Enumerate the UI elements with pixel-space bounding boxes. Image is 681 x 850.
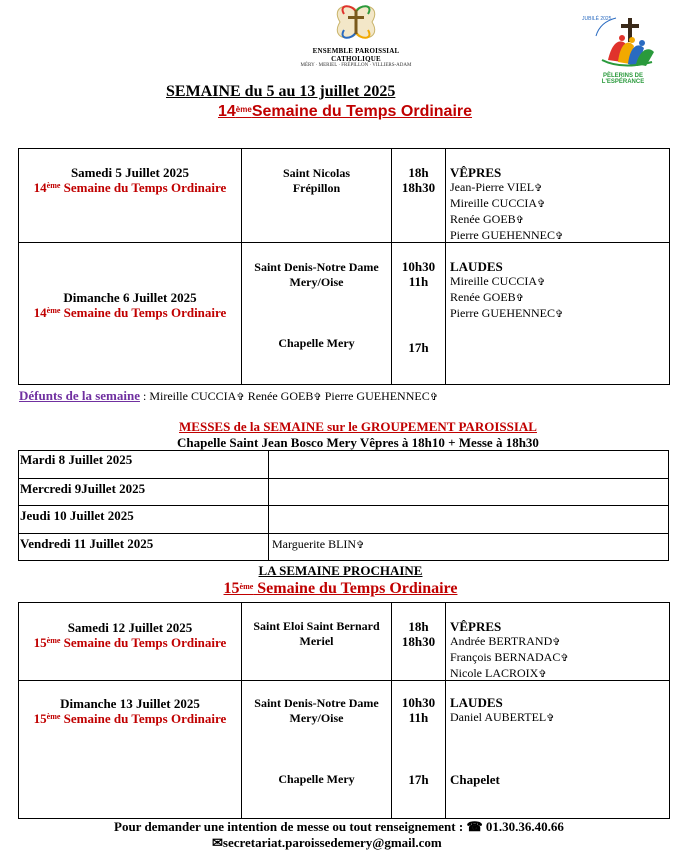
subtitle-sup: ème	[235, 105, 252, 114]
cross-icon: ✞	[313, 392, 322, 403]
week2-sun-time1: 10h30	[401, 695, 436, 710]
week2-chapel-office: Chapelet	[450, 772, 500, 787]
week1-sat-place2: Frépillon	[292, 181, 341, 195]
week2-chapel-time: 17h	[408, 772, 429, 787]
footer-text: Pour demander une intention de messe ou tout renseignement :	[114, 819, 464, 834]
week2-sun-cell	[19, 696, 241, 726]
cross-icon: ✞	[515, 215, 525, 226]
week2-sat-names	[450, 619, 668, 682]
name-text: Andrée BERTRAND	[450, 634, 553, 648]
name-text: Renée GOEB	[450, 212, 516, 226]
next-sub-num: 15	[223, 580, 240, 597]
week1-sat-time1: 18h	[408, 165, 429, 180]
week1-sun-place1: Saint Denis-Notre Dame	[254, 260, 379, 274]
week1-sat-time2: 18h30	[401, 180, 436, 195]
week1-sat-names	[450, 165, 668, 244]
name-item	[450, 212, 668, 228]
jubilee-year: JUBILÉ 2025	[582, 16, 612, 22]
week1-sat-cell	[19, 165, 241, 195]
cross-icon: ✞	[534, 183, 543, 194]
week1-sat-place	[242, 166, 391, 196]
jubilee-logo-icon	[582, 16, 664, 68]
week1-sat-place1: Saint Nicolas	[282, 166, 350, 180]
messes-title: MESSES de la SEMAINE sur le GROUPEMENT PAROISSIAL	[179, 419, 537, 434]
week2-sat-week-num: 15	[33, 635, 47, 650]
week2-sun-week-text: Semaine du Temps Ordinaire	[60, 711, 227, 726]
defunts-line	[19, 388, 669, 405]
footer-line	[114, 819, 564, 834]
phone-icon: ☎	[466, 819, 483, 834]
week1-sun-cell	[19, 290, 241, 320]
cross-icon: ✞	[552, 637, 561, 648]
week2-sat-office: VÊPRES	[450, 619, 502, 634]
messes-row-day: Vendredi 11 Juillet 2025	[20, 536, 154, 551]
cross-icon: ✞	[537, 199, 546, 210]
next-week-title: LA SEMAINE PROCHAINE	[258, 563, 423, 578]
week1-sun-date: Dimanche 6 Juillet 2025	[63, 290, 197, 305]
week2-sun-week-num: 15	[33, 711, 47, 726]
name-text: Daniel AUBERTEL	[450, 710, 547, 724]
name-item	[450, 710, 668, 726]
week2-sat-date: Samedi 12 Juillet 2025	[67, 620, 193, 635]
week2-sun-place1: Saint Denis-Notre Dame	[254, 696, 379, 710]
parish-logo-icon	[290, 2, 422, 42]
name-item	[450, 274, 668, 290]
defunt-name: Pierre GUEHENNEC	[324, 389, 430, 403]
week1-sun-office: LAUDES	[450, 259, 503, 274]
subtitle-number: 14	[218, 103, 236, 120]
week1-sat-week-sup: ème	[46, 181, 61, 190]
week1-sun-time1: 10h30	[401, 259, 436, 274]
week2-sat-place1: Saint Eloi Saint Bernard	[253, 619, 380, 633]
week1-sun-place	[242, 260, 391, 290]
footer-email[interactable]: secretariat.paroissedemery@gmail.com	[222, 835, 442, 850]
messes-subtitle: Chapelle Saint Jean Bosco Mery Vêpres à 18h10 + Messe à 18h30	[177, 435, 539, 450]
next-sub-sup: ème	[239, 582, 254, 591]
week1-sun-time2: 11h	[408, 274, 429, 289]
messes-row-day: Mercredi 9Juillet 2025	[20, 481, 146, 496]
name-text: Pierre GUEHENNEC	[450, 306, 555, 320]
parish-logo	[290, 2, 422, 68]
cross-icon: ✞	[236, 392, 245, 403]
week2-sun-place	[242, 696, 391, 726]
week1-sun-names	[450, 259, 668, 322]
week1-chapel-time: 17h	[408, 340, 429, 355]
cross-icon: ✞	[560, 653, 569, 664]
messes-row-day: Mardi 8 Juillet 2025	[20, 452, 133, 467]
jubilee-logo	[582, 16, 664, 86]
week2-sat-week-sup: ème	[46, 636, 61, 645]
defunts-separator: :	[139, 389, 150, 403]
page-title: SEMAINE du 5 au 13 juillet 2025	[166, 83, 396, 100]
defunts-label: Défunts de la semaine	[19, 388, 140, 403]
cross-icon: ✞	[537, 277, 546, 288]
next-week-subtitle	[0, 580, 681, 598]
week2-sun-names	[450, 695, 668, 726]
name-text: François BERNADAC	[450, 650, 561, 664]
week2-sun-place2: Mery/Oise	[289, 711, 344, 725]
week2-sat-time2: 18h30	[401, 634, 436, 649]
name-text: Nicole LACROIX	[450, 666, 539, 680]
cross-icon: ✞	[429, 392, 439, 403]
parish-logo-name: ENSEMBLE PAROISSIAL CATHOLIQUE	[312, 47, 400, 63]
week1-sat-times	[392, 165, 445, 195]
week2-sun-time2: 11h	[408, 710, 429, 725]
week2-sat-place2: Meriel	[299, 634, 334, 648]
name-item	[450, 666, 668, 682]
page-subtitle	[218, 103, 472, 121]
subtitle-text: Semaine du Temps Ordinaire	[251, 103, 473, 120]
week1-sat-office: VÊPRES	[450, 165, 502, 180]
week2-sat-cell	[19, 620, 241, 650]
messes-row-intent	[272, 537, 364, 553]
name-item	[450, 306, 668, 322]
footer-phone: 01.30.36.40.66	[485, 819, 564, 834]
week2-sun-office: LAUDES	[450, 695, 503, 710]
defunt-name: Mireille CUCCIA	[149, 389, 237, 403]
cross-icon: ✞	[538, 669, 547, 680]
cross-icon: ✞	[554, 309, 564, 320]
week2-sat-times	[392, 619, 445, 649]
week2-sun-week-sup: ème	[46, 712, 61, 721]
next-sub-text: Semaine du Temps Ordinaire	[253, 580, 458, 597]
week2-sun-date: Dimanche 13 Juillet 2025	[60, 696, 200, 711]
week2-sun-times	[392, 695, 445, 725]
week2-sat-place	[242, 619, 391, 649]
week2-sat-week-text: Semaine du Temps Ordinaire	[60, 635, 227, 650]
week1-sat-week	[19, 180, 241, 195]
name-text: Jean-Pierre VIEL	[450, 180, 535, 194]
week1-sun-times	[392, 259, 445, 289]
week1-sun-week-num: 14	[33, 305, 47, 320]
defunt-name: Renée GOEB	[247, 389, 314, 403]
cross-icon: ✞	[546, 713, 555, 724]
week2-sun-week	[19, 711, 241, 726]
messes-row-day: Jeudi 10 Juillet 2025	[20, 508, 134, 523]
name-text: Mireille CUCCIA	[450, 196, 537, 210]
cross-icon: ✞	[515, 293, 525, 304]
name-text: Pierre GUEHENNEC	[450, 228, 555, 242]
week2-sat-time1: 18h	[408, 619, 429, 634]
week1-chapel: Chapelle Mery	[278, 336, 355, 350]
name-item	[450, 180, 668, 196]
intent-text: Marguerite BLIN	[272, 537, 357, 551]
week2-sat-week	[19, 635, 241, 650]
name-item	[450, 634, 668, 650]
name-item	[450, 196, 668, 212]
name-item	[450, 290, 668, 306]
cross-icon: ✞	[356, 540, 365, 551]
week1-sun-week-text: Semaine du Temps Ordinaire	[60, 305, 227, 320]
week1-sat-week-num: 14	[33, 180, 47, 195]
week1-sat-week-text: Semaine du Temps Ordinaire	[60, 180, 227, 195]
name-item	[450, 228, 668, 244]
jubilee-text: PÈLERINS DE L'ESPÉRANCE	[601, 73, 645, 85]
week1-sat-date: Samedi 5 Juillet 2025	[70, 165, 190, 180]
cross-icon: ✞	[554, 231, 564, 242]
parish-logo-subtitle: MÉRY · MERIEL · FRÉPILLON · VILLIERS-ADAM	[300, 63, 412, 68]
week1-sun-week-sup: ème	[46, 306, 61, 315]
mail-icon: ✉	[212, 835, 223, 850]
name-text: Renée GOEB	[450, 290, 516, 304]
week1-sun-place2: Mery/Oise	[289, 275, 344, 289]
week2-chapel: Chapelle Mery	[278, 772, 355, 786]
week1-sun-week	[19, 305, 241, 320]
name-item	[450, 650, 668, 666]
name-text: Mireille CUCCIA	[450, 274, 537, 288]
